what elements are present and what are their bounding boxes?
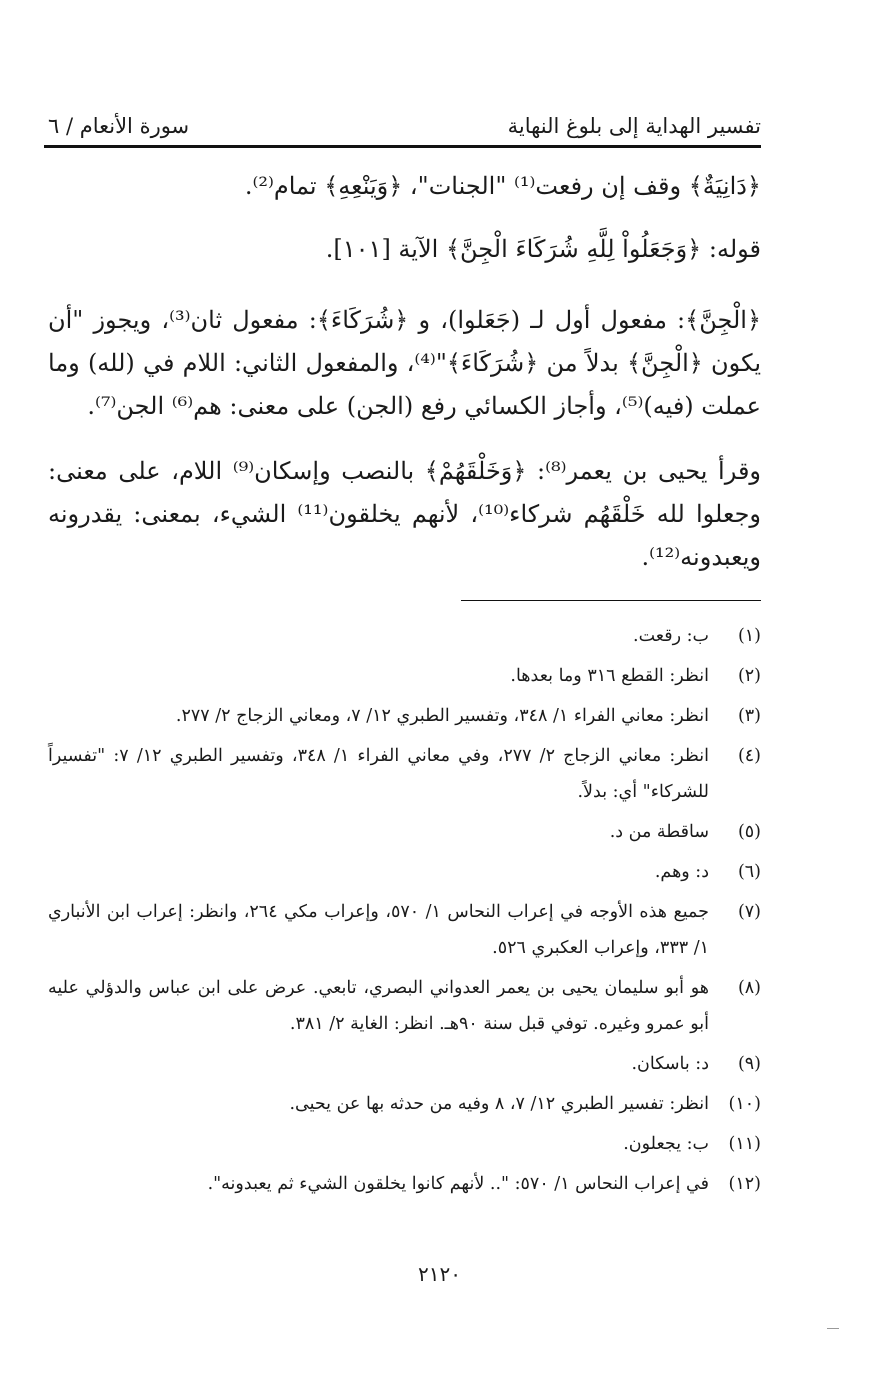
footnote-text: د: باسكان.: [631, 1054, 709, 1074]
paragraph: قوله: ﴿وَجَعَلُواْ لِلَّهِ شُرَكَاءَ الْجِنَّ﴾ الآية [١٠١].: [325, 235, 761, 263]
footnote-number: (١٠): [728, 1094, 761, 1114]
footnote: [48, 894, 761, 966]
scan-edge-mark: [827, 1328, 839, 1329]
footnote-number: (١١): [728, 1134, 761, 1154]
footnote-number: (٣): [737, 706, 761, 726]
footnote: [48, 1166, 761, 1202]
footnote-rule: [461, 600, 761, 601]
footnote-text: في إعراب النحاس ١/ ٥٧٠: ".. لأنهم كانوا يخلقون الشيء ثم يعبدونه".: [207, 1174, 709, 1194]
footnote-text: انظر: معاني الزجاج ٢/ ٢٧٧، وفي معاني الفراء ١/ ٣٤٨، وتفسير الطبري ١٢/ ٧: "تفسيراً للشركاء" أي: بدلاً.: [48, 746, 709, 802]
footnote-text: هو أبو سليمان يحيى بن يعمر العدواني البصري، تابعي. عرض على ابن عباس والدؤلي عليه أبو عمرو وغيره. توفي قبل سنة ٩٠هـ. انظر: الغاية ٢/ ٣٨١.: [48, 978, 709, 1034]
footnote-text: انظر: القطع ٣١٦ وما بعدها.: [510, 666, 709, 686]
footnote-text: د: وهم.: [654, 862, 709, 882]
footnote-number: (٤): [737, 746, 761, 766]
footnotes-list: [48, 618, 761, 1206]
footnote-number: (٢): [737, 666, 761, 686]
footnote: [48, 970, 761, 1042]
footnote: [48, 698, 761, 734]
paragraph: ﴿دَانِيَةٌ﴾ وقف إن رفعت⁽¹⁾ "الجنات"، ﴿وَيَنْعِهِ﴾ تمام⁽²⁾.: [244, 172, 761, 200]
book-title: تفسير الهداية إلى بلوغ النهاية: [507, 114, 761, 138]
footnote-number: (١٢): [728, 1174, 761, 1194]
footnote: [48, 738, 761, 810]
footnote-text: انظر: تفسير الطبري ١٢/ ٧، ٨ وفيه من حدثه بها عن يحيى.: [289, 1094, 709, 1114]
footnote: [48, 658, 761, 694]
footnote-text: جميع هذه الأوجه في إعراب النحاس ١/ ٥٧٠، وإعراب مكي ٢٦٤، وانظر: إعراب ابن الأنباري ١/ ٣٣٣، وإعراب العكبري ٥٢٦.: [48, 902, 709, 958]
running-header: [48, 98, 761, 138]
paragraph: ﴿الْجِنَّ﴾: مفعول أول لـ (جَعَلوا)، و ﴿شُرَكَاءَ﴾: مفعول ثان⁽³⁾، ويجوز "أن يكون ﴿الْجِنَّ﴾ بدلاً من ﴿شُرَكَاءَ﴾"⁽⁴⁾، والمفعول الثاني: اللام في (لله) وما عملت (فيه)⁽⁵⁾، وأجاز الكسائي رفع (الجن) على معنى: هم⁽⁶⁾ الجن⁽⁷⁾.: [48, 306, 762, 420]
footnote: [48, 1126, 761, 1162]
footnote-number: (٩): [737, 1054, 761, 1074]
footnote: [48, 854, 761, 890]
footnote-text: ساقطة من د.: [609, 822, 709, 842]
footnote-number: (٨): [737, 978, 761, 998]
footnote-text: انظر: معاني الفراء ١/ ٣٤٨، وتفسير الطبري ١٢/ ٧، ومعاني الزجاج ٢/ ٢٧٧.: [175, 706, 709, 726]
footnote: [48, 814, 761, 850]
page-number: ٢١٢٠: [418, 1262, 461, 1286]
footnote-text: ب: يجعلون.: [623, 1134, 709, 1154]
footnote: [48, 1086, 761, 1122]
surah-page-label: سورة الأنعام / ٦: [48, 114, 190, 138]
footnote-number: (٦): [737, 862, 761, 882]
footnote: [48, 1046, 761, 1082]
main-text: [48, 165, 761, 579]
footnote-text: ب: رقعت.: [633, 626, 709, 646]
header-rule: [44, 145, 761, 148]
footnote-number: (١): [737, 626, 761, 646]
footnote-number: (٧): [737, 902, 761, 922]
footnote-number: (٥): [737, 822, 761, 842]
footnote: [48, 618, 761, 654]
paragraph: وقرأ يحيى بن يعمر⁽⁸⁾: ﴿وَخَلْقَهُمْ﴾ بالنصب وإسكان⁽⁹⁾ اللام، على معنى: وجعلوا لله خَلْقَهُم شركاء⁽¹⁰⁾، لأنهم يخلقون⁽¹¹⁾ الشيء، بمعنى: يقدرونه ويعبدونه⁽¹²⁾.: [48, 457, 762, 571]
